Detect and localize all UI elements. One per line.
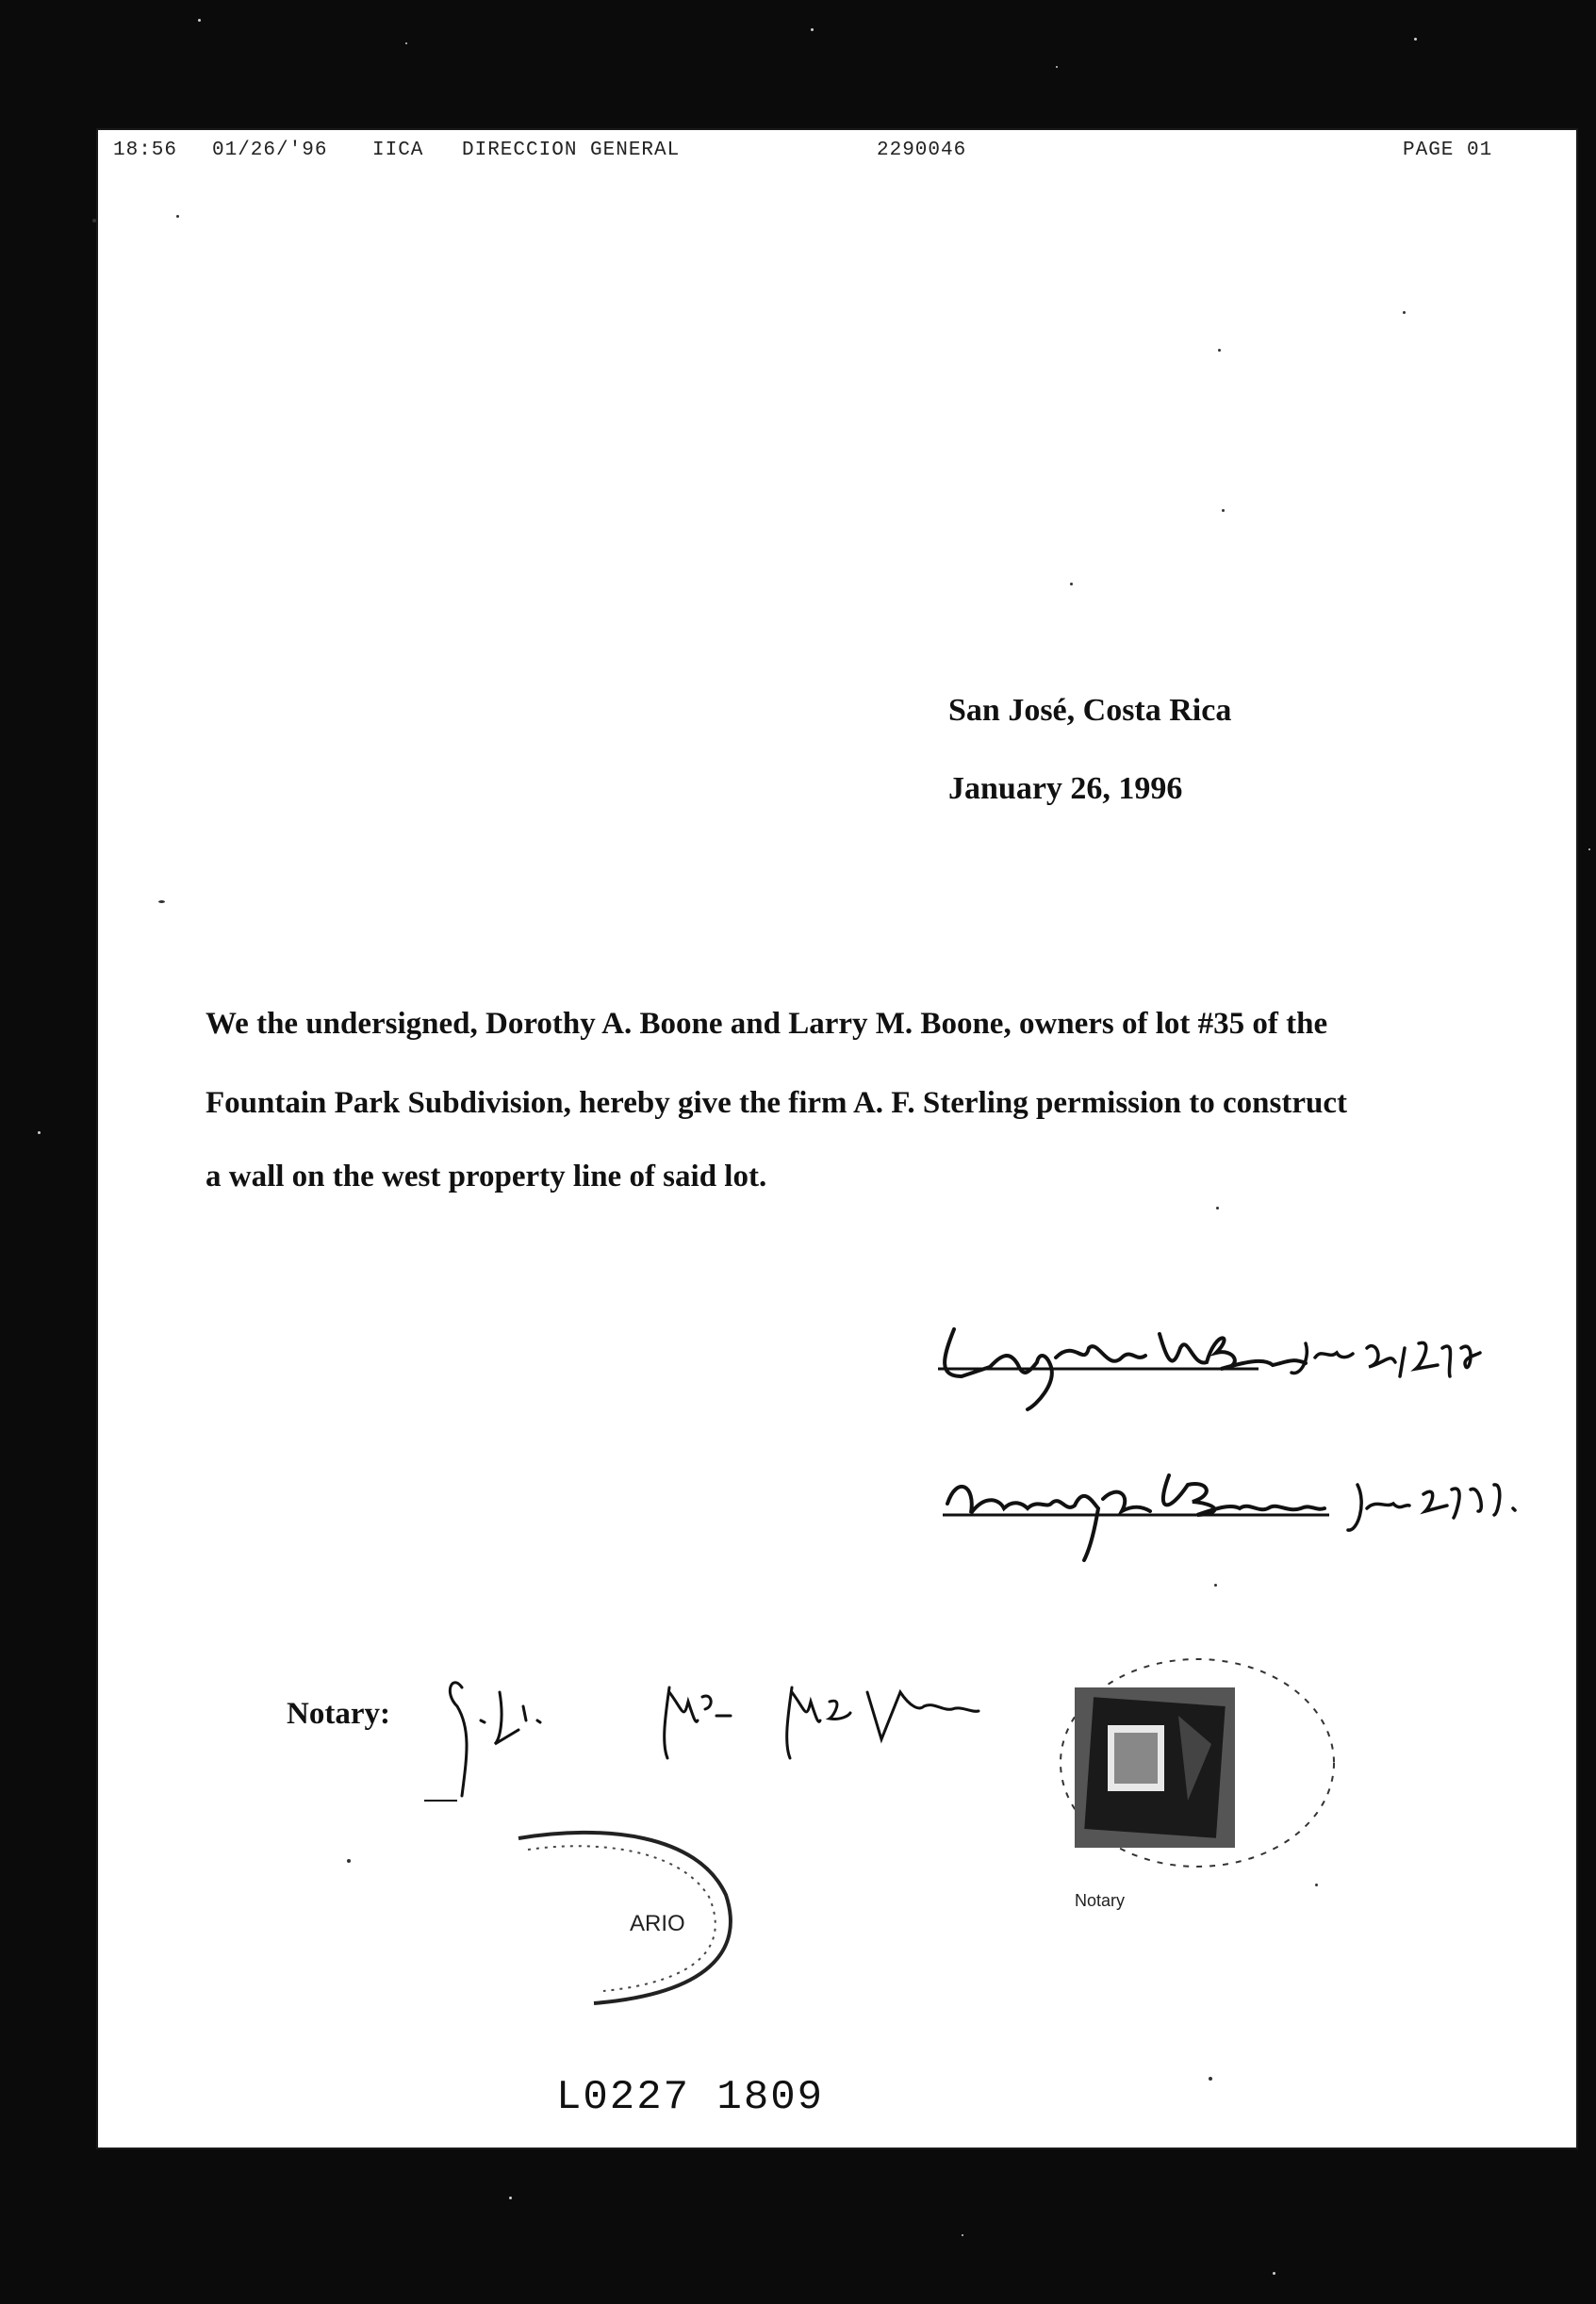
seal-text: Notary — [1075, 1891, 1126, 1910]
page-noise — [1403, 311, 1406, 314]
letter-place: San José, Costa Rica — [948, 693, 1232, 728]
page-noise — [1209, 2077, 1212, 2081]
page-noise — [158, 900, 165, 903]
border-noise — [38, 1131, 41, 1134]
dorothy-signature — [933, 1456, 1537, 1570]
notary-signature — [415, 1664, 1018, 1815]
fax-number: 2290046 — [877, 140, 967, 161]
border-noise — [811, 28, 814, 31]
notary-label: Notary: — [287, 1697, 390, 1731]
document-page — [98, 130, 1576, 2148]
page-noise — [347, 1859, 351, 1863]
notary-stamp — [462, 1819, 773, 2017]
fax-time: 18:56 — [113, 140, 178, 161]
page-noise — [1222, 509, 1225, 512]
fax-dept: DIRECCION GENERAL — [462, 140, 681, 161]
border-noise — [198, 19, 201, 22]
body-line: We the undersigned, Dorothy A. Boone and Larry M. Boone, owners of lot #35 of the — [206, 1007, 1328, 1041]
border-noise — [1414, 38, 1417, 41]
larry-signature — [933, 1310, 1499, 1414]
border-noise — [1273, 2272, 1275, 2275]
letter-date: January 26, 1996 — [948, 771, 1183, 806]
border-noise — [1588, 848, 1590, 850]
page-noise — [1315, 1884, 1318, 1886]
notary-seal — [1037, 1659, 1348, 1923]
page-noise — [176, 215, 179, 218]
border-noise — [1056, 66, 1058, 68]
document-number: L0227 1809 — [556, 2074, 825, 2121]
fax-page: PAGE 01 — [1403, 140, 1493, 161]
page-noise — [1216, 1207, 1219, 1210]
page-noise — [92, 219, 96, 222]
page-noise — [1218, 349, 1221, 352]
border-noise — [405, 42, 407, 44]
fax-date: 01/26/'96 — [212, 140, 328, 161]
stamp-text: ARIO — [630, 1911, 685, 1936]
border-noise — [962, 2234, 963, 2236]
page-noise — [1070, 583, 1073, 585]
body-line: a wall on the west property line of said lot. — [206, 1160, 767, 1193]
fax-org: IICA — [372, 140, 424, 161]
border-noise — [509, 2197, 512, 2199]
fax-header — [0, 140, 1596, 168]
body-line: Fountain Park Subdivision, hereby give the firm A. F. Sterling permission to construct — [206, 1086, 1347, 1120]
page-noise — [1214, 1584, 1217, 1587]
